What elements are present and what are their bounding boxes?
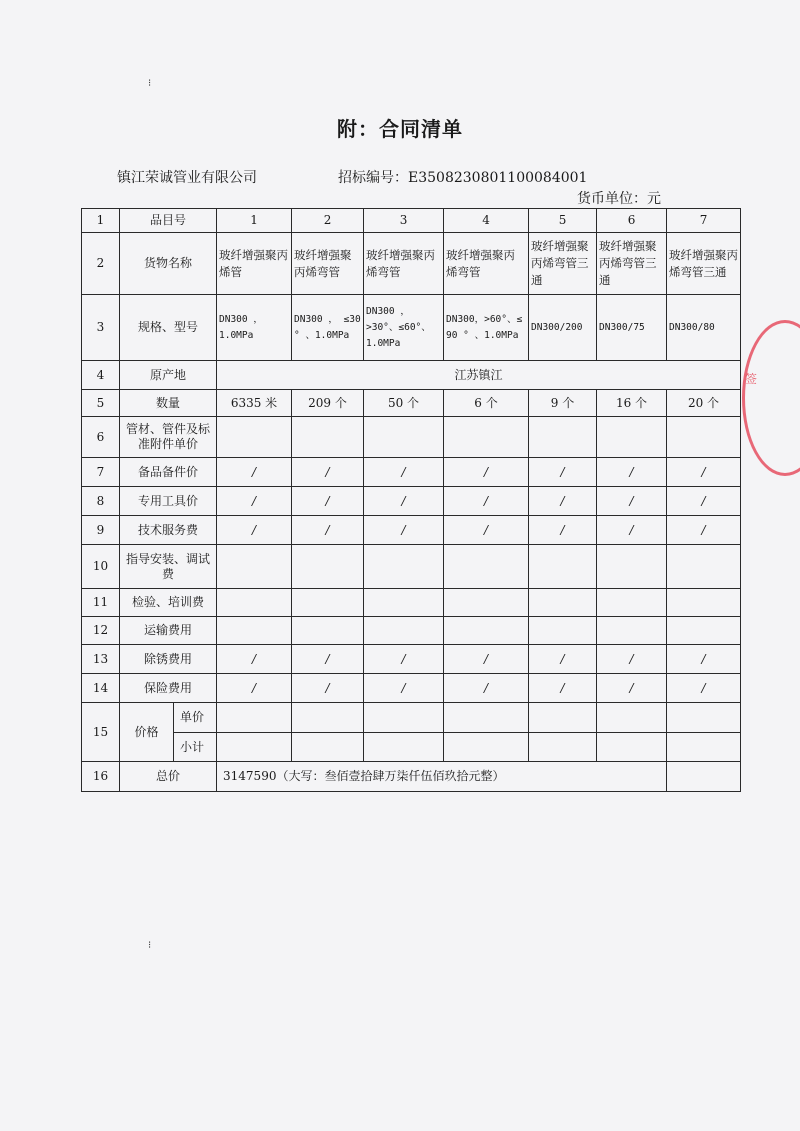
- cell: /: [667, 645, 741, 674]
- cell: [667, 545, 741, 589]
- row-number: 8: [82, 487, 120, 516]
- table-row: [82, 516, 741, 545]
- cell: /: [597, 516, 667, 545]
- cell: /: [364, 516, 444, 545]
- cell: 1: [217, 209, 292, 233]
- cell: 玻纤增强聚丙烯弯管: [364, 233, 444, 295]
- cell: [364, 733, 444, 762]
- cell: [292, 417, 364, 458]
- cell: /: [667, 516, 741, 545]
- cell: 玻纤增强聚丙烯弯管三通: [667, 233, 741, 295]
- cell: 3: [364, 209, 444, 233]
- row-number: 11: [82, 589, 120, 617]
- cell: 2: [292, 209, 364, 233]
- cell: DN300 ， ≤30 ° 、1.0MPa: [292, 295, 364, 361]
- row-label: 规格、型号: [120, 295, 217, 361]
- table-row: [82, 458, 741, 487]
- scan-mark: ⁝: [148, 940, 152, 951]
- cell: /: [597, 487, 667, 516]
- cell: /: [292, 458, 364, 487]
- cell: [667, 703, 741, 733]
- row-number: 4: [82, 361, 120, 390]
- cell: [444, 617, 529, 645]
- cell: 7: [667, 209, 741, 233]
- row-number: 10: [82, 545, 120, 589]
- cell: [529, 733, 597, 762]
- red-seal-stamp: [742, 320, 800, 476]
- total-price-value: 3147590（大写：叁佰壹拾肆万柒仟伍佰玖拾元整）: [217, 762, 667, 792]
- currency-unit: 货币单位：元: [577, 191, 661, 207]
- cell: /: [597, 458, 667, 487]
- cell: /: [292, 487, 364, 516]
- row-label: 原产地: [120, 361, 217, 390]
- table-row: [82, 674, 741, 703]
- cell: 16 个: [597, 390, 667, 417]
- row-label: 总价: [120, 762, 217, 792]
- cell: [597, 733, 667, 762]
- row-label: 管材、管件及标准附件单价: [120, 417, 217, 458]
- row-number: 2: [82, 233, 120, 295]
- cell: [444, 417, 529, 458]
- row-number: 12: [82, 617, 120, 645]
- row-label: 检验、培训费: [120, 589, 217, 617]
- table-row: [82, 645, 741, 674]
- cell: [597, 617, 667, 645]
- cell: [217, 417, 292, 458]
- table-row: [82, 417, 741, 458]
- cell: 4: [444, 209, 529, 233]
- cell: [444, 589, 529, 617]
- row-number: 14: [82, 674, 120, 703]
- row-label: 备品备件价: [120, 458, 217, 487]
- sub-label-unit-price: 单价: [174, 703, 217, 733]
- cell: 玻纤增强聚丙烯弯管三通: [529, 233, 597, 295]
- table-row: [82, 295, 741, 361]
- scan-mark: ⁝: [148, 78, 152, 89]
- cell: DN300/75: [597, 295, 667, 361]
- cell: /: [292, 674, 364, 703]
- cell: [292, 733, 364, 762]
- cell: /: [217, 674, 292, 703]
- cell: DN300 ， >30°、≤60°、1.0MPa: [364, 295, 444, 361]
- cell: /: [217, 645, 292, 674]
- company-name: 镇江荣诚管业有限公司: [117, 170, 257, 186]
- cell: [217, 733, 292, 762]
- cell: 209 个: [292, 390, 364, 417]
- cell: [529, 589, 597, 617]
- cell: 玻纤增强聚丙烯弯管: [292, 233, 364, 295]
- seal-text: 签: [745, 372, 758, 386]
- cell: [217, 703, 292, 733]
- row-label: 技术服务费: [120, 516, 217, 545]
- row-label: 除锈费用: [120, 645, 217, 674]
- cell: /: [292, 645, 364, 674]
- row-label: 运输费用: [120, 617, 217, 645]
- cell: [444, 703, 529, 733]
- row-number: 5: [82, 390, 120, 417]
- cell: [597, 703, 667, 733]
- table-row: [82, 733, 741, 762]
- table-row: [82, 762, 741, 792]
- cell: DN300 ，1.0MPa: [217, 295, 292, 361]
- cell: [364, 703, 444, 733]
- origin-value: 江苏镇江: [217, 361, 741, 390]
- contract-list-table: [81, 208, 741, 792]
- cell: [597, 545, 667, 589]
- row-number: 6: [82, 417, 120, 458]
- cell: [529, 703, 597, 733]
- row-number: 15: [82, 703, 120, 762]
- cell: 玻纤增强聚丙烯管: [217, 233, 292, 295]
- cell: [529, 617, 597, 645]
- cell: /: [667, 674, 741, 703]
- cell: /: [364, 645, 444, 674]
- cell: [292, 545, 364, 589]
- tender-number: 招标编号：E3508230801100084001: [338, 170, 588, 186]
- cell: [292, 589, 364, 617]
- cell: [597, 417, 667, 458]
- cell: /: [444, 458, 529, 487]
- table-row: [82, 233, 741, 295]
- row-label: 数量: [120, 390, 217, 417]
- cell: 5: [529, 209, 597, 233]
- cell: 6335 米: [217, 390, 292, 417]
- cell: [529, 545, 597, 589]
- cell: /: [597, 674, 667, 703]
- cell: [292, 617, 364, 645]
- cell: /: [667, 487, 741, 516]
- cell: /: [529, 674, 597, 703]
- cell: [667, 733, 741, 762]
- table-row: [82, 617, 741, 645]
- cell: [364, 617, 444, 645]
- cell: /: [292, 516, 364, 545]
- cell: [364, 417, 444, 458]
- table-row: [82, 703, 741, 733]
- cell: 20 个: [667, 390, 741, 417]
- cell: /: [529, 516, 597, 545]
- page-title: 附：合同清单: [337, 117, 463, 141]
- row-label: 价格: [120, 703, 174, 762]
- table-row: [82, 390, 741, 417]
- cell: /: [529, 487, 597, 516]
- row-label: 保险费用: [120, 674, 217, 703]
- row-label: 专用工具价: [120, 487, 217, 516]
- cell: [292, 703, 364, 733]
- cell: /: [217, 516, 292, 545]
- row-number: 1: [82, 209, 120, 233]
- cell: [217, 545, 292, 589]
- cell: 9 个: [529, 390, 597, 417]
- cell: /: [364, 487, 444, 516]
- cell: /: [364, 674, 444, 703]
- cell: /: [217, 458, 292, 487]
- cell: [364, 545, 444, 589]
- cell: DN300/80: [667, 295, 741, 361]
- cell: 玻纤增强聚丙烯弯管三通: [597, 233, 667, 295]
- cell: DN300，>60°、≤ 90 ° 、1.0MPa: [444, 295, 529, 361]
- row-number: 9: [82, 516, 120, 545]
- cell: /: [597, 645, 667, 674]
- table-row: [82, 209, 741, 233]
- cell: [597, 589, 667, 617]
- cell: /: [667, 458, 741, 487]
- row-label: 货物名称: [120, 233, 217, 295]
- table-row: [82, 589, 741, 617]
- cell: 6 个: [444, 390, 529, 417]
- cell: /: [217, 487, 292, 516]
- cell: DN300/200: [529, 295, 597, 361]
- cell: /: [444, 674, 529, 703]
- table-row: [82, 487, 741, 516]
- cell: /: [444, 487, 529, 516]
- row-number: 3: [82, 295, 120, 361]
- row-number: 13: [82, 645, 120, 674]
- cell: [529, 417, 597, 458]
- cell: [217, 589, 292, 617]
- cell: 6: [597, 209, 667, 233]
- cell: [667, 762, 741, 792]
- cell: 50 个: [364, 390, 444, 417]
- cell: [444, 733, 529, 762]
- row-number: 16: [82, 762, 120, 792]
- cell: /: [364, 458, 444, 487]
- row-label: 指导安装、调试费: [120, 545, 217, 589]
- cell: [217, 617, 292, 645]
- cell: [667, 589, 741, 617]
- cell: 玻纤增强聚丙烯弯管: [444, 233, 529, 295]
- cell: [667, 417, 741, 458]
- cell: [444, 545, 529, 589]
- table-row: [82, 545, 741, 589]
- table-row: [82, 361, 741, 390]
- row-number: 7: [82, 458, 120, 487]
- cell: /: [444, 516, 529, 545]
- cell: /: [529, 645, 597, 674]
- cell: /: [444, 645, 529, 674]
- sub-label-subtotal: 小计: [174, 733, 217, 762]
- cell: [364, 589, 444, 617]
- cell: /: [529, 458, 597, 487]
- cell: [667, 617, 741, 645]
- row-label: 品目号: [120, 209, 217, 233]
